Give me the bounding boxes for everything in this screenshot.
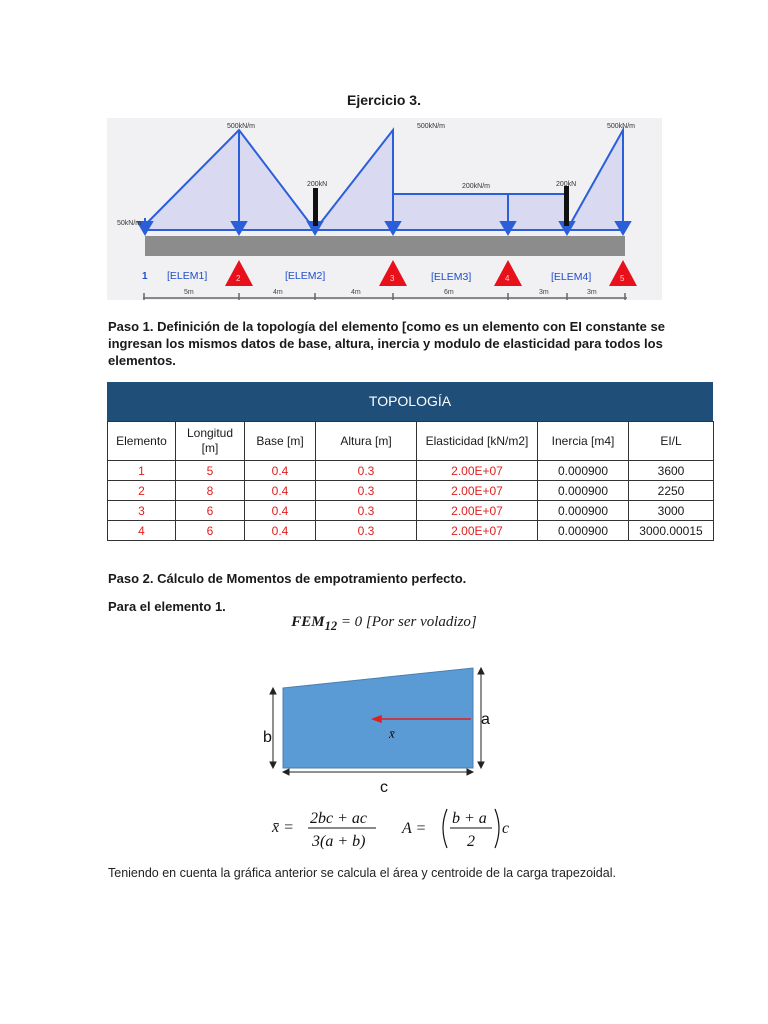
header-cell: Elemento bbox=[108, 422, 176, 461]
table-title: TOPOLOGÍA bbox=[107, 382, 713, 421]
table-cell: 0.4 bbox=[245, 521, 316, 541]
element-label: [ELEM1] bbox=[167, 270, 208, 282]
table-cell: 0.000900 bbox=[538, 461, 629, 481]
load-label: 500kN/m bbox=[607, 123, 636, 130]
table-cell: 0.4 bbox=[245, 461, 316, 481]
header-cell: Elasticidad [kN/m2] bbox=[417, 422, 538, 461]
table-cell: 0.4 bbox=[245, 501, 316, 521]
dimension-label: 4m bbox=[273, 289, 283, 296]
element-label: [ELEM3] bbox=[431, 271, 472, 283]
table-cell: 0.3 bbox=[316, 521, 417, 541]
node-label: 4 bbox=[505, 274, 510, 283]
exercise-title: Ejercicio 3. bbox=[347, 92, 421, 108]
trapezoid-diagram bbox=[255, 660, 505, 800]
beam bbox=[145, 236, 625, 256]
table-row bbox=[108, 521, 714, 541]
table-row bbox=[108, 481, 714, 501]
table-cell: 2.00E+07 bbox=[417, 481, 538, 501]
load-label: 200kN bbox=[307, 181, 328, 188]
elemento1-text: Para el elemento 1. bbox=[108, 599, 226, 614]
table-cell: 6 bbox=[176, 501, 245, 521]
table-row bbox=[108, 501, 714, 521]
node-label: 2 bbox=[236, 274, 241, 283]
table-cell: 3000 bbox=[629, 501, 714, 521]
table-cell: 3600 bbox=[629, 461, 714, 481]
beam-load-diagram bbox=[107, 118, 662, 300]
point-load-1 bbox=[313, 188, 318, 226]
table-cell: 2.00E+07 bbox=[417, 521, 538, 541]
node-label: 1 bbox=[142, 271, 148, 282]
fem-formula bbox=[0, 614, 768, 634]
table-cell: 2 bbox=[108, 481, 176, 501]
label-c: c bbox=[380, 779, 388, 796]
header-cell: Inercia [m4] bbox=[538, 422, 629, 461]
area-lhs: A = bbox=[402, 820, 427, 837]
centroid-area-formulas bbox=[270, 806, 530, 850]
fem-lhs: FEM bbox=[291, 614, 325, 630]
point-load-2 bbox=[564, 186, 569, 226]
label-xbar: x̄ bbox=[389, 726, 395, 741]
header-cell: Base [m] bbox=[245, 422, 316, 461]
topology-table bbox=[107, 382, 713, 541]
table-header-row bbox=[108, 422, 714, 461]
table-cell: 0.3 bbox=[316, 481, 417, 501]
paso1-text: Paso 1. Definición de la topología del elemento [como es un elemento con EI constante se ingresan los mismos datos de base, altura, inercia y modulo de elasticidad para todos los elementos. bbox=[108, 319, 665, 368]
table-cell: 0.3 bbox=[316, 461, 417, 481]
table-cell: 2.00E+07 bbox=[417, 461, 538, 481]
label-a: a bbox=[481, 711, 490, 728]
dimension-label: 3m bbox=[587, 289, 597, 296]
fem-rhs: = 0 [Por ser voladizo] bbox=[340, 614, 477, 630]
table-cell: 6 bbox=[176, 521, 245, 541]
node-label: 5 bbox=[620, 274, 625, 283]
dimension-label: 4m bbox=[351, 289, 361, 296]
dimension-label: 6m bbox=[444, 289, 454, 296]
table-cell: 0.000900 bbox=[538, 481, 629, 501]
xbar-numerator: 2bc + ac bbox=[310, 810, 367, 827]
table-cell: 0.4 bbox=[245, 481, 316, 501]
table-cell: 0.000900 bbox=[538, 501, 629, 521]
area-denominator: 2 bbox=[467, 833, 475, 850]
table-cell: 4 bbox=[108, 521, 176, 541]
header-cell: EI/L bbox=[629, 422, 714, 461]
table-cell: 8 bbox=[176, 481, 245, 501]
xbar-denominator: 3(a + b) bbox=[312, 833, 366, 850]
area-numerator: b + a bbox=[452, 810, 487, 827]
dimension-label: 5m bbox=[184, 289, 194, 296]
table-row bbox=[108, 461, 714, 481]
load-label: 500kN/m bbox=[227, 123, 256, 130]
node-label: 3 bbox=[390, 274, 395, 283]
dimension-label: 3m bbox=[539, 289, 549, 296]
load-label: 200kN bbox=[556, 181, 577, 188]
header-cell: Longitud [m] bbox=[176, 422, 245, 461]
header-cell: Altura [m] bbox=[316, 422, 417, 461]
table-cell: 5 bbox=[176, 461, 245, 481]
table-cell: 0.000900 bbox=[538, 521, 629, 541]
label-b: b bbox=[263, 729, 272, 746]
note-text: Teniendo en cuenta la gráfica anterior se calcula el área y centroide de la carga trapezoidal. bbox=[108, 866, 616, 880]
area-tail: c bbox=[502, 820, 510, 837]
fem-subscript: 12 bbox=[324, 619, 338, 633]
load-label: 200kN/m bbox=[462, 183, 491, 190]
table-cell: 2.00E+07 bbox=[417, 501, 538, 521]
table-cell: 0.3 bbox=[316, 501, 417, 521]
element-label: [ELEM4] bbox=[551, 271, 592, 283]
load-label: 50kN/m bbox=[117, 220, 142, 227]
table-cell: 3 bbox=[108, 501, 176, 521]
load-label: 500kN/m bbox=[417, 123, 446, 130]
paso2-text: Paso 2. Cálculo de Momentos de empotramiento perfecto. bbox=[108, 571, 467, 586]
table-cell: 3000.00015 bbox=[629, 521, 714, 541]
element-label: [ELEM2] bbox=[285, 270, 326, 282]
xbar-lhs: x̄ = bbox=[272, 819, 294, 836]
table-cell: 1 bbox=[108, 461, 176, 481]
table-cell: 2250 bbox=[629, 481, 714, 501]
